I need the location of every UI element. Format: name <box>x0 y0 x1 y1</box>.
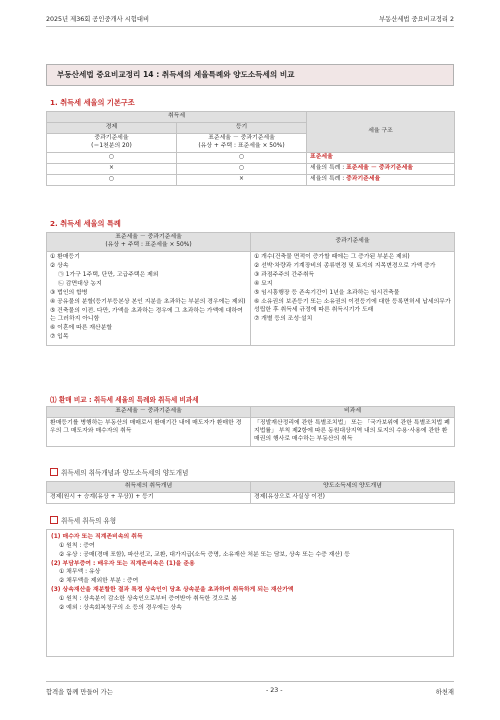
checkbox-icon <box>50 468 58 476</box>
list-item: ① 환매등기 <box>50 253 80 260</box>
page-title: 부동산세법 중요비교정리 14 : 취득세의 세율특례와 양도소득세의 비교 <box>46 64 454 86</box>
type-line: ② 유상 : 공매(경매 포함), 파산선고, 교환, 대가지급(소득 증명, 소유재산 처분 또는 담보, 상속 또는 수증 재산) 등 <box>59 551 350 558</box>
rate-value: 표준세율 <box>310 153 333 160</box>
section-1-heading: 1. 취득세 세율의 기본구조 <box>50 98 135 107</box>
list-item: ㉠ 1가구 1주택, 단만, 고급주택은 제외 <box>58 271 159 278</box>
right-list <box>251 251 455 345</box>
footer-divider <box>46 681 454 682</box>
transfer-concept: 경제(유상으로 사실상 이전) <box>251 492 455 503</box>
repurchase-left: 환매등기를 병행하는 부동산의 매매로서 환매기간 내에 매도자가 환매한 경우의 그 매도자와 매수자의 취득 <box>47 417 251 446</box>
list-item: ⑤ 건축물의 이전. 다만, 가액을 초과하는 경우에 그 초과하는 가액에 대하여는 그러하지 아니함 <box>50 307 243 322</box>
page-footer <box>46 687 454 696</box>
th-transfer-concept: 양도소득세의 양도개념 <box>251 482 455 493</box>
repurchase-right: 「징발재산정리에 관한 특별조치법」 또는 「국가보위에 관한 특별조치법 폐지법률」 부칙 제2항에 따른 동원대상지역 내의 토지의 수용·사용에 관한 환매권의 행사로 매수하는 부동산의 취득 <box>251 417 455 446</box>
registration-desc: 표준세율 － 중과기준세율 (유상 + 주택 : 표준세율 × 50%) <box>177 133 307 152</box>
type-line: ① 채무액 : 유상 <box>59 569 101 576</box>
repurchase-compare-table <box>46 406 455 447</box>
list-item: ② 상속 <box>50 262 69 269</box>
section-3-heading: ⑴ 환매 비교 : 취득세 세율의 특례와 취득세 비과세 <box>50 396 199 404</box>
page-number: - 23 - <box>266 687 283 694</box>
economic-desc: 중과기준세율 (＝1천분의 20) <box>47 133 177 152</box>
section-4-title: 취득세의 취득개념과 양도소득세의 양도개념 <box>61 469 189 477</box>
header-right: 부동산세법 중요비교정리 2 <box>379 16 454 23</box>
type-line: ② 채무액을 제외한 부분 : 증여 <box>59 578 139 585</box>
list-item: ③ 법인의 합병 <box>50 289 88 296</box>
type-line: (3) 상속재산을 재분할한 결과 특정 상속인이 당초 상속분을 초과하여 취득하게 되는 재산가액 <box>51 587 294 594</box>
list-item: ⑦ 입목 <box>50 333 69 340</box>
rate-exception-table <box>46 232 455 346</box>
rate-prefix: 세율의 특례 : <box>310 164 347 171</box>
footer-left: 합격을 함께 만들어 가는 <box>46 689 113 696</box>
list-item: ② 선박·차량과 기계장비의 종류변경 및 토지의 지목변경으로 가액 증가 <box>254 262 436 269</box>
list-item: ④ 묘지 <box>254 280 273 287</box>
header-divider <box>46 26 454 27</box>
list-item: ① 개수(건축물 면적이 증가할 때에는 그 증가된 부분은 제외) <box>254 253 410 260</box>
type-line: ① 원칙 : 증여 <box>59 542 95 549</box>
tax-rate-structure-table <box>46 111 455 186</box>
th-standard-minus: 표준세율 － 중과기준세율 (유상 + 주택 : 표준세율 × 50%) <box>47 233 251 252</box>
rate-value: 표준세율 － 중과기준세율 <box>346 164 413 171</box>
list-item: ④ 공유물의 분할(등기부등본상 본인 지분을 초과하는 부분의 경우에는 제외) <box>50 298 246 305</box>
list-item: ⑥ 이혼에 따른 재산분할 <box>50 324 113 331</box>
checkbox-icon <box>50 516 58 524</box>
list-item: ㉡ 감면대상 농지 <box>58 280 102 287</box>
acquisition-concept: 경제(원시 + 승계(유상 + 무상)) + 등기 <box>47 492 251 503</box>
header-left: 2025년 제36회 공인중개사 시험대비 <box>46 16 150 23</box>
type-line: (2) 부담부증여 : 배우자 또는 직계존비속은 (1)을 준용 <box>51 560 195 567</box>
mark: ○ <box>177 163 307 174</box>
th-rate-structure: 세율 구조 <box>307 112 455 153</box>
rate-prefix: 세율의 특례 : <box>310 175 347 182</box>
table-row <box>47 163 455 174</box>
left-list <box>47 251 251 345</box>
list-item: ③ 과점주주의 간주취득 <box>254 271 315 278</box>
table-row <box>47 152 455 163</box>
footer-right: 하천재 <box>435 689 454 696</box>
th-heavy-base: 중과기준세율 <box>251 233 455 252</box>
section-5-title: 취득세 취득의 유형 <box>61 517 117 525</box>
table-row <box>47 174 455 185</box>
mark: × <box>47 163 177 174</box>
rate-value: 중과기준세율 <box>346 175 381 182</box>
type-line: (1) 매수자 또는 직계존비속의 취득 <box>51 534 143 540</box>
mark: ○ <box>47 174 177 185</box>
acquisition-type-box <box>46 529 454 657</box>
section-5-heading <box>50 515 116 525</box>
mark: × <box>177 174 307 185</box>
th-nontaxable: 비과세 <box>251 407 455 418</box>
type-line: ② 예외 : 상속회복청구의 소 등의 경우에는 상속 <box>59 604 182 611</box>
type-line: ① 원칙 : 상속분이 감소한 상속인으로부터 증여받아 취득한 것으로 봄 <box>59 596 237 603</box>
th-standard-minus: 표준세율 － 중과기준세율 <box>47 407 251 418</box>
list-item: ⑤ 임시흥행장 등 존속기간이 1년을 초과하는 임시건축물 <box>254 289 400 296</box>
section-2-heading: 2. 취득세 세율의 특례 <box>50 219 121 228</box>
th-acquisition-concept: 취득세의 취득개념 <box>47 482 251 493</box>
acquisition-transfer-table <box>46 481 455 504</box>
list-item: ⑥ 소유권의 보존등기 또는 소유권의 이전등기에 대한 등록면허세 납세의무가 성립한 후 취득세 규정에 따른 취득시기가 도래 <box>254 298 451 313</box>
list-item: ⑦ 개별 등의 조성·설치 <box>254 315 313 322</box>
th-registration: 등기 <box>177 122 307 133</box>
th-economic: 경제 <box>47 122 177 133</box>
page-header <box>46 14 454 23</box>
section-4-heading <box>50 467 188 477</box>
mark: ○ <box>177 152 307 163</box>
th-acquisition-tax: 취득세 <box>47 112 307 123</box>
mark: ○ <box>47 152 177 163</box>
